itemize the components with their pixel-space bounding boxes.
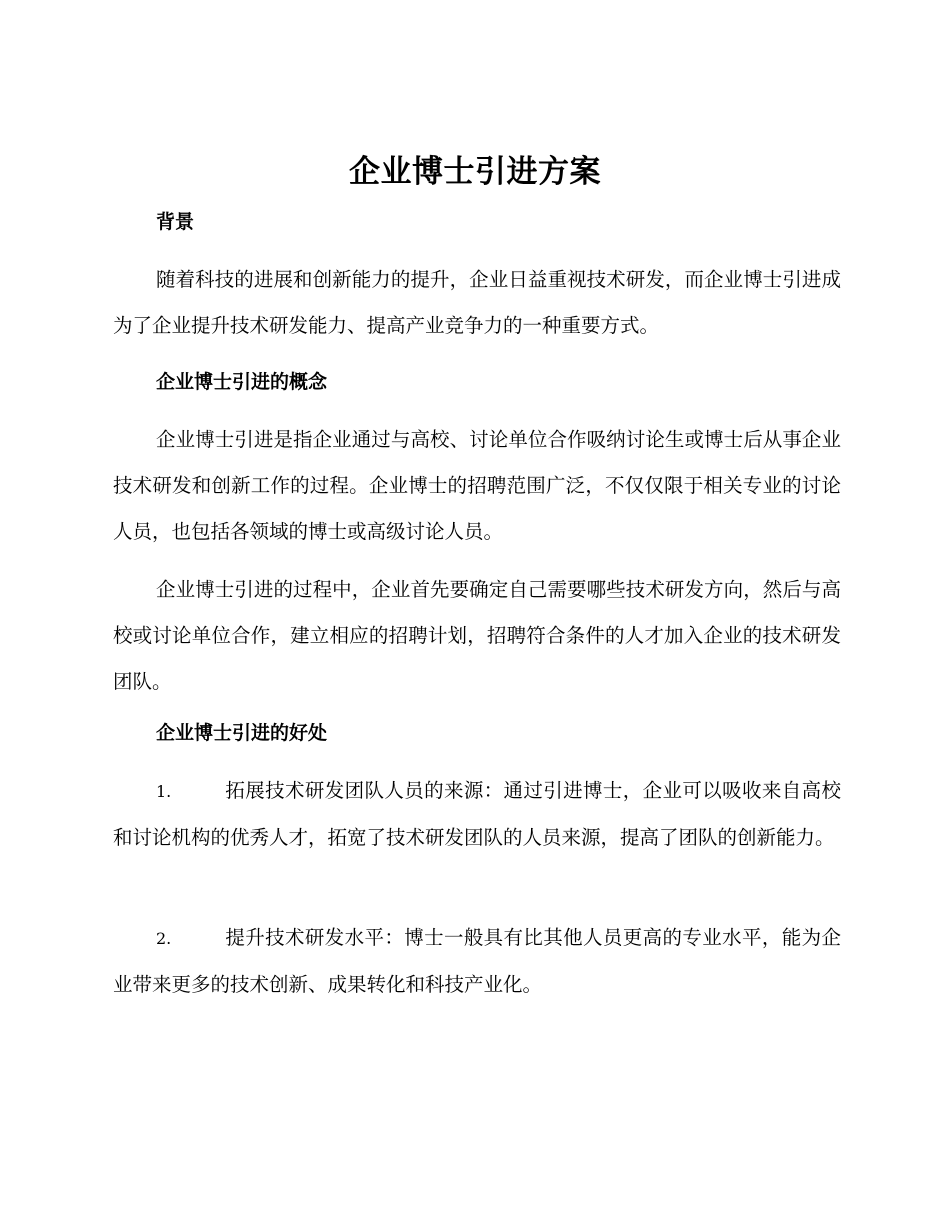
paragraph-background: 随着科技的进展和创新能力的提升，企业日益重视技术研发，而企业博士引进成为了企业提升技术研发能力、提高产业竞争力的一种重要方式。 xyxy=(113,268,841,337)
list-item xyxy=(113,768,841,861)
paragraph-concept-2: 企业博士引进的过程中，企业首先要确定自己需要哪些技术研发方向，然后与高校或讨论单位合作，建立相应的招聘计划，招聘符合条件的人才加入企业的技术研发团队。 xyxy=(113,578,841,693)
paragraph-concept-1: 企业博士引进是指企业通过与高校、讨论单位合作吸纳讨论生或博士后从事企业技术研发和创新工作的过程。企业博士的招聘范围广泛，不仅仅限于相关专业的讨论人员，也包括各领域的博士或高级讨论人员。 xyxy=(113,428,841,543)
list-item-text: 提升技术研发水平：博士一般具有比其他人员更高的专业水平，能为企业带来更多的技术创新、成果转化和科技产业化。 xyxy=(113,926,841,996)
section-heading-benefits: 企业博士引进的好处 xyxy=(156,722,328,744)
list-item-text: 拓展技术研发团队人员的来源：通过引进博士，企业可以吸收来自高校和讨论机构的优秀人才，拓宽了技术研发团队的人员来源，提高了团队的创新能力。 xyxy=(113,779,841,849)
list-item xyxy=(113,915,841,1008)
section-heading-concept: 企业博士引进的概念 xyxy=(156,371,328,393)
list-item-number: 2. xyxy=(156,929,172,948)
section-heading-background: 背景 xyxy=(156,211,195,233)
document-title: 企业博士引进方案 xyxy=(349,154,601,190)
list-item-number: 1. xyxy=(156,782,172,801)
